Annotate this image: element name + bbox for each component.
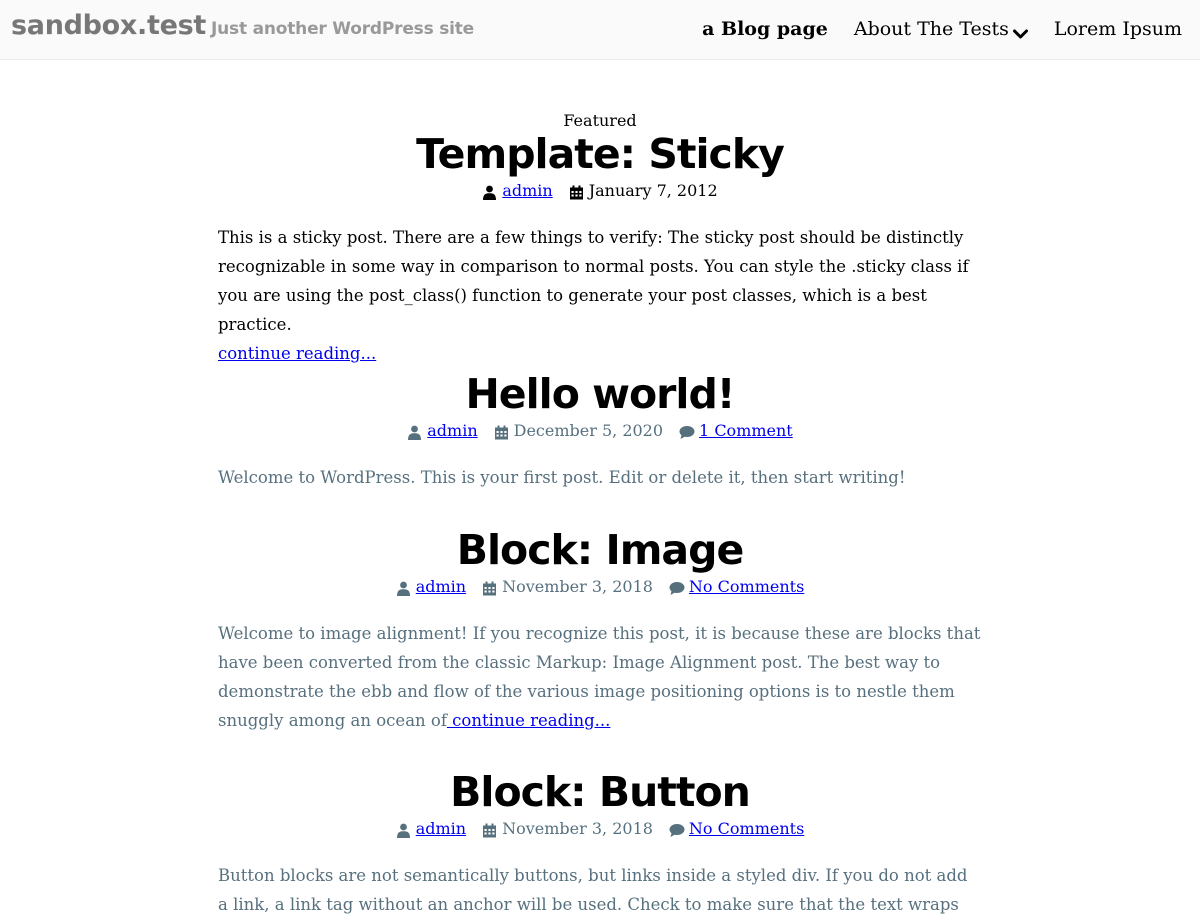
post-block-image [218, 526, 982, 735]
date-text: November 3, 2018 [502, 819, 653, 838]
comment-icon [669, 822, 684, 837]
comment-icon [669, 580, 684, 595]
post-author [396, 818, 466, 840]
site-description: Just another WordPress site [211, 19, 475, 39]
user-icon [482, 184, 497, 199]
excerpt-text: This is a sticky post. There are a few things to verify: The sticky post should be distinctly recognizable in some way in comparison to normal posts. You can style the .sticky class if you are using the post_class() function to generate your post classes, which is a best practice. [218, 228, 969, 334]
post-block-button [218, 768, 982, 919]
date-text: November 3, 2018 [502, 577, 653, 596]
nav-item-label: a Blog page [702, 18, 828, 40]
post-author [407, 420, 477, 442]
user-icon [407, 424, 422, 439]
main-navigation [676, 16, 1182, 42]
post-title-link[interactable]: Template: Sticky [416, 130, 784, 178]
post-excerpt [218, 223, 982, 368]
post-template-sticky [218, 112, 982, 368]
post-meta [218, 420, 982, 442]
post-date [482, 818, 653, 840]
comments-link[interactable]: No Comments [688, 577, 805, 596]
calendar-icon [569, 184, 584, 199]
continue-reading-link[interactable]: continue reading... [446, 711, 611, 730]
site-title-link[interactable]: sandbox.test [11, 10, 206, 41]
nav-item-lorem-ipsum[interactable] [1054, 18, 1182, 40]
post-hello-world [218, 370, 982, 492]
post-author [396, 576, 466, 598]
post-excerpt [218, 619, 982, 735]
continue-reading-link[interactable]: continue reading... [218, 344, 377, 363]
featured-label: Featured [563, 111, 637, 130]
post-title-link[interactable]: Hello world! [465, 370, 735, 418]
comments-link[interactable]: No Comments [688, 819, 805, 838]
chevron-down-icon [1013, 23, 1028, 35]
post-title-link[interactable]: Block: Button [450, 768, 750, 816]
post-date [482, 576, 653, 598]
nav-item-label: Lorem Ipsum [1053, 18, 1182, 40]
nav-item-label: About The Tests [853, 18, 1009, 40]
calendar-icon [482, 822, 497, 837]
date-text: December 5, 2020 [513, 421, 664, 440]
nav-item-blog-page[interactable] [702, 18, 828, 40]
post-excerpt [218, 861, 982, 919]
user-icon [396, 822, 411, 837]
date-text: January 7, 2012 [588, 181, 718, 200]
post-meta [218, 818, 982, 840]
post-date [494, 420, 663, 442]
post-author [482, 180, 552, 202]
excerpt-text: Button blocks are not semantically buttons, but links inside a styled div. If you do not add a link, a link tag without an anchor will be used. Check to make sure that the text wraps [218, 866, 968, 914]
user-icon [396, 580, 411, 595]
post-title-link[interactable]: Block: Image [456, 526, 744, 574]
post-comments [679, 420, 793, 442]
post-comments [669, 576, 804, 598]
site-header [0, 0, 1200, 60]
excerpt-text: Welcome to image alignment! If you recognize this post, it is because these are blocks that have been converted from the classic Markup: Image Alignment post. The best way to demonstrate the ebb and flow of the various image positioning options is to nestle them snuggly among an ocean of [218, 624, 981, 730]
calendar-icon [482, 580, 497, 595]
comments-link[interactable]: 1 Comment [699, 421, 793, 440]
post-meta [218, 576, 982, 598]
excerpt-text: Welcome to WordPress. This is your first post. Edit or delete it, then start writing! [218, 468, 906, 487]
calendar-icon [494, 424, 509, 439]
post-meta [218, 180, 982, 202]
post-comments [669, 818, 804, 840]
post-excerpt [218, 463, 982, 492]
author-link[interactable]: admin [427, 421, 478, 440]
author-link[interactable]: admin [415, 819, 467, 838]
nav-item-about-the-tests[interactable] [854, 18, 1028, 40]
author-link[interactable]: admin [415, 577, 467, 596]
author-link[interactable]: admin [502, 181, 553, 200]
comment-icon [679, 424, 694, 439]
post-date [569, 180, 718, 202]
